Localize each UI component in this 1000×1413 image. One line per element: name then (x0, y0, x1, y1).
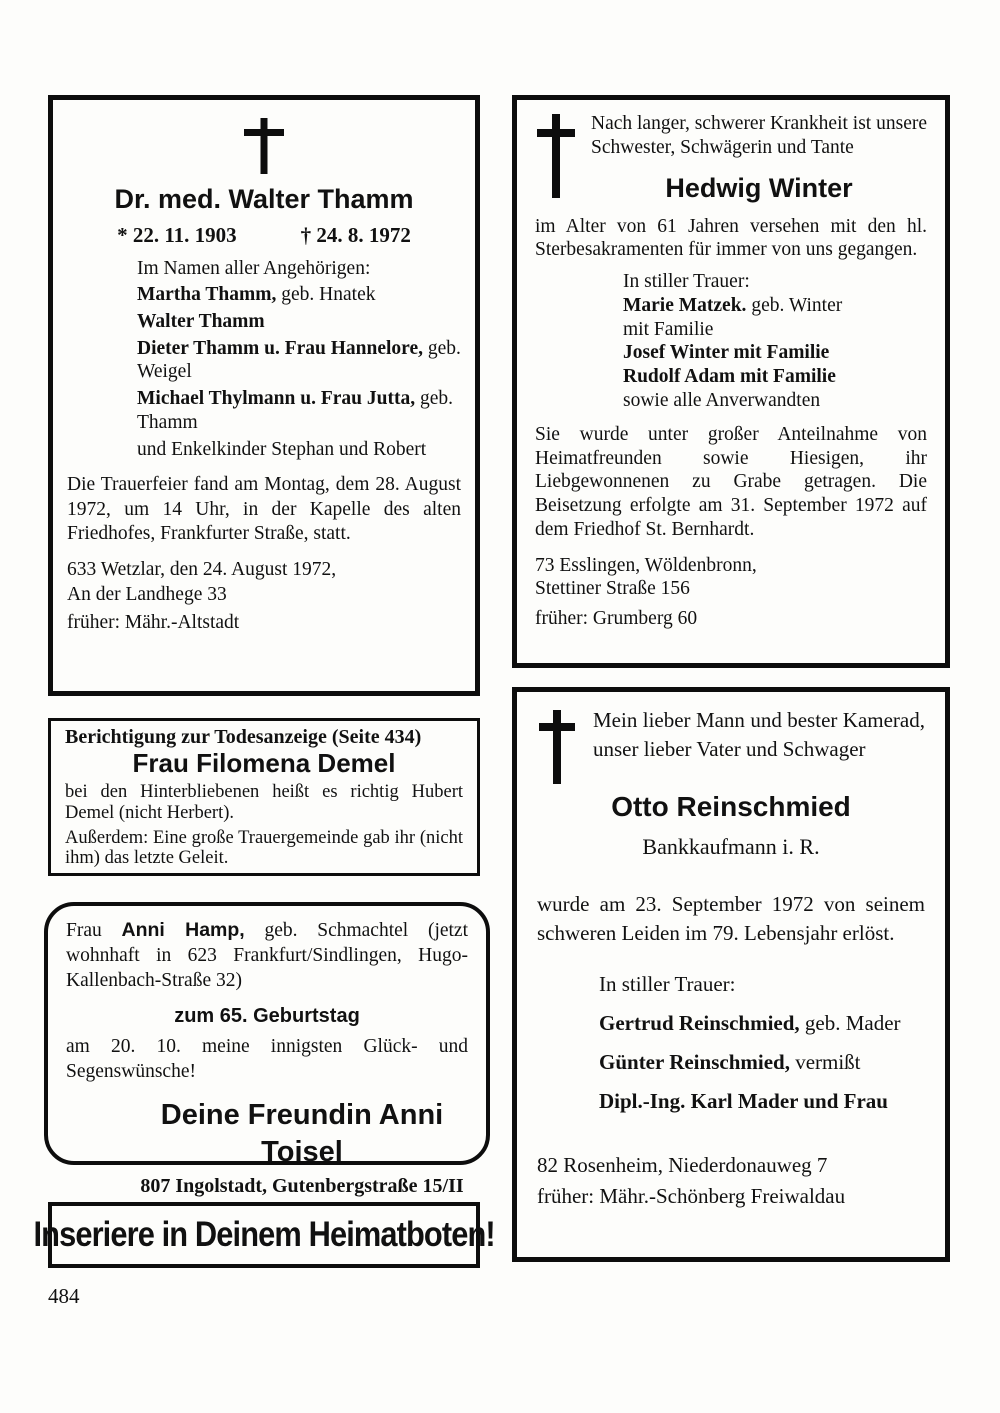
latin-cross-icon (244, 118, 284, 174)
birthday-intro: Frau Anni Hamp, geb. Schmachtel (jetzt wohnhaft in 623 Frankfurt/Sindlingen, Hugo-Kallenbach-Straße 32) (66, 919, 469, 991)
mourner: sowie alle Anverwandten (623, 389, 821, 411)
birthday-wishes: am 20. 10. meine innigsten Glück- und Segenswünsche! (66, 1036, 468, 1083)
address-line: Stettiner Straße 156 (535, 578, 690, 600)
mourners-list (137, 283, 461, 461)
correction-text: Außerdem: Eine große Trauergemeinde gab ihr (nicht ihm) das letzte Geleit. (65, 827, 463, 869)
address-block (535, 554, 927, 602)
address-block (67, 558, 461, 607)
page-number: 484 (48, 1284, 80, 1308)
mourner: Martha Thamm, geb. Hnatek (137, 284, 376, 305)
obituary-thamm-dates (67, 223, 461, 248)
mourners-intro: Im Namen aller Angehörigen: (137, 258, 371, 279)
mourners-list (623, 294, 927, 413)
obituary-thamm-name: Dr. med. Walter Thamm (114, 184, 414, 214)
obituary-winter-name: Hedwig Winter (665, 172, 853, 203)
birth-date: * 22. 11. 1903 (117, 223, 237, 247)
profession: Bankkaufmann i. R. (642, 833, 820, 859)
correction-name: Frau Filomena Demel (132, 748, 396, 778)
mourner: und Enkelkinder Stephan und Robert (137, 438, 427, 460)
birthday-address: 807 Ingolstadt, Gutenbergstraße 15/II (140, 1174, 464, 1197)
mourner: Rudolf Adam mit Familie (623, 366, 836, 388)
birthday-signature: Deine Freundin Anni Toisel (160, 1099, 444, 1169)
obituary-winter-intro: Nach langer, schwerer Krankheit ist unsere Schwester, Schwägerin und Tante (591, 113, 927, 158)
passing-notice: im Alter von 61 Jahren versehen mit den hl. Sterbesakramenten für immer von uns gegangen. (535, 215, 927, 261)
mourner: Gertrud Reinschmied, geb. Mader (599, 1010, 901, 1035)
death-date: † 24. 8. 1972 (300, 223, 411, 247)
mourner: mit Familie (623, 318, 714, 340)
mourner: Dieter Thamm u. Frau Hannelore, geb. Weigel (137, 337, 461, 383)
mourners-list (599, 1009, 925, 1116)
mourner: Josef Winter mit Familie (623, 342, 830, 364)
birthday-person-name: Anni Hamp, (121, 919, 245, 941)
burial-notice: Sie wurde unter großer Anteilnahme von Heimatfreunden sowie Hiesigen, ihr Liebgewonnenen zu Grabe getragen. Die Beisetzung erfolgte am 31. September 1972 auf dem Friedhof St. Bernhardt. (535, 423, 927, 540)
address-line: An der Landhege 33 (67, 583, 227, 605)
address-line: 82 Rosenheim, Niederdonauweg 7 (537, 1152, 828, 1177)
address-line: 73 Esslingen, Wöldenbronn, (535, 554, 757, 576)
obituary-winter (512, 95, 950, 668)
obituary-reinschmied-name: Otto Reinschmied (611, 791, 851, 822)
address-line: 633 Wetzlar, den 24. August 1972, (67, 558, 337, 580)
obituary-reinschmied (512, 687, 950, 1262)
former-residence: früher: Mähr.-Altstadt (67, 612, 240, 634)
correction-text: bei den Hinterbliebenen heißt es richtig Hubert Demel (nicht Herbert). (65, 782, 463, 823)
house-ad-inserieren (33, 1202, 495, 1268)
former-residence: früher: Grumberg 60 (535, 608, 698, 630)
mourner: Günter Reinschmied, vermißt (599, 1049, 861, 1074)
obituary-reinschmied-intro: Mein lieber Mann und bester Kamerad, unser lieber Vater und Schwager (593, 708, 925, 761)
mourner: Marie Matzek. geb. Winter (623, 294, 843, 316)
mourner: Walter Thamm (137, 310, 265, 332)
trauer-label: In stiller Trauer: (599, 971, 736, 996)
mourner: Michael Thylmann u. Frau Jutta, geb. Thamm (137, 388, 453, 433)
former-residence: früher: Mähr.-Schönberg Freiwaldau (537, 1184, 846, 1209)
birthday-notice-hamp (44, 902, 490, 1197)
correction-kicker: Berichtigung zur Todesanzeige (Seite 434) (65, 726, 422, 748)
correction-notice-demel (48, 718, 480, 876)
funeral-notice: Die Trauerfeier fand am Montag, dem 28. August 1972, um 14 Uhr, in der Kapelle des alten Friedhofes, Frankfurter Straße, statt. (67, 474, 461, 544)
obituary-thamm (48, 95, 480, 696)
address-block (537, 1150, 925, 1213)
mourner: Dipl.-Ing. Karl Mader und Frau (599, 1088, 888, 1113)
trauer-label: In stiller Trauer: (623, 271, 750, 293)
birthday-occasion: zum 65. Geburtstag (174, 1004, 360, 1027)
house-ad-text: Inseriere in Deinem Heimatboten! (33, 1215, 495, 1254)
latin-cross-icon (537, 114, 575, 198)
passing-notice: wurde am 23. September 1972 von seinem schweren Leiden im 79. Lebensjahr erlöst. (537, 891, 925, 945)
latin-cross-icon (539, 710, 575, 784)
